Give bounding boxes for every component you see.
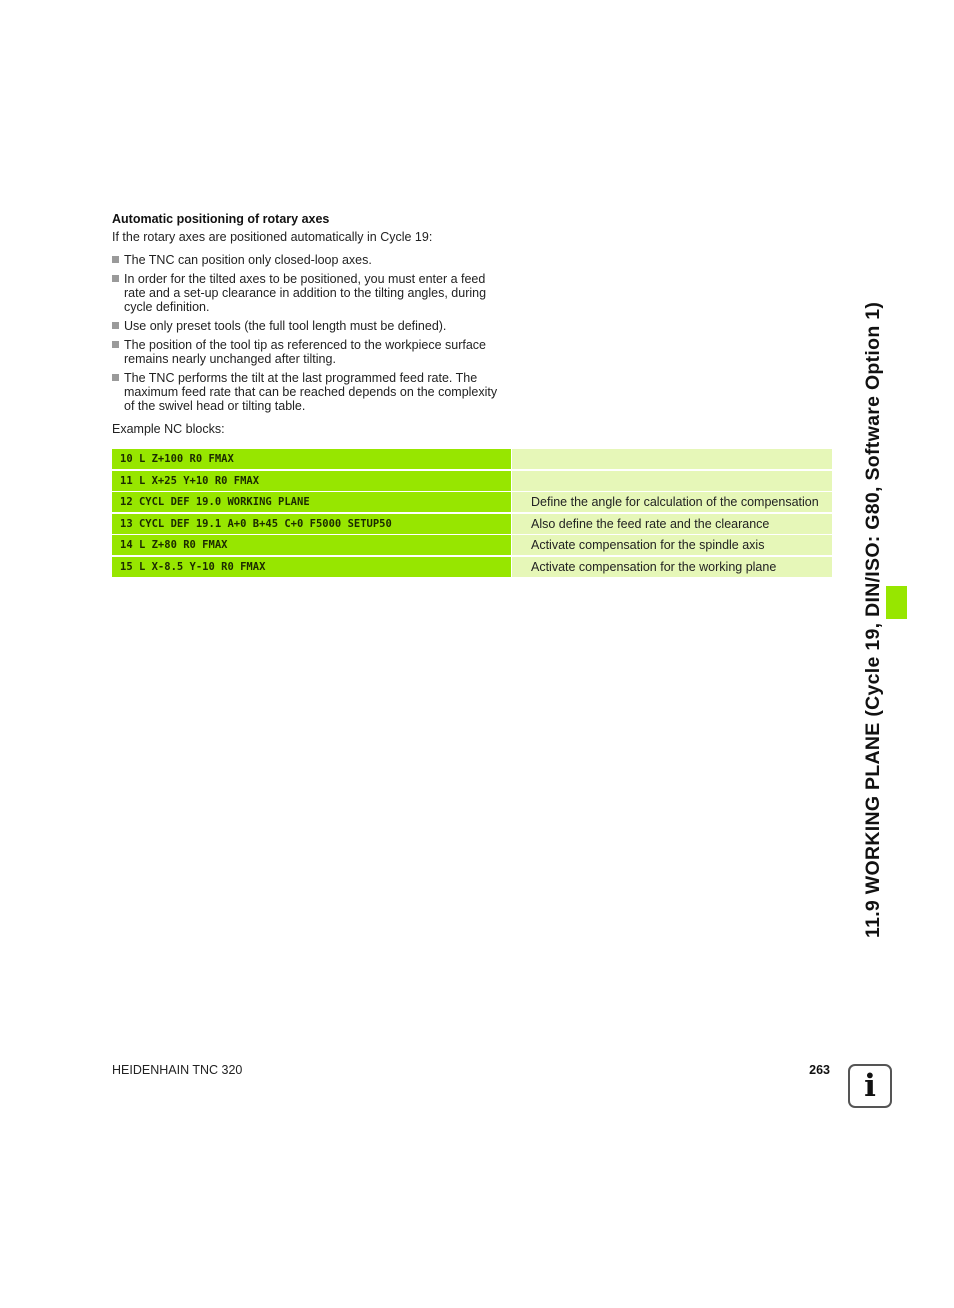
- bullet-square-icon: [112, 322, 119, 329]
- nc-code: 14 L Z+80 R0 FMAX: [112, 535, 511, 555]
- example-label: Example NC blocks:: [112, 422, 225, 436]
- nc-blocks-table: [112, 449, 832, 579]
- nc-description: Activate compensation for the working plane: [512, 557, 832, 577]
- nc-description: Define the angle for calculation of the compensation: [512, 492, 832, 512]
- nc-row: [112, 514, 832, 534]
- nc-description: [512, 449, 832, 469]
- nc-description: [512, 471, 832, 491]
- nc-row: [112, 449, 832, 469]
- nc-row: [112, 557, 832, 577]
- bullet-item: [112, 338, 512, 366]
- bullet-item: [112, 319, 512, 333]
- footer-manual-name: HEIDENHAIN TNC 320: [112, 1063, 243, 1077]
- bullet-line: The TNC performs the tilt at the last programmed feed rate. The: [124, 371, 478, 385]
- info-icon-glyph: i: [864, 1067, 876, 1104]
- chapter-side-title: 11.9 WORKING PLANE (Cycle 19, DIN/ISO: G80, Software Option 1): [862, 301, 884, 938]
- nc-description: Activate compensation for the spindle axis: [512, 535, 832, 555]
- nc-code: 13 CYCL DEF 19.1 A+0 B+45 C+0 F5000 SETUP50: [112, 514, 511, 534]
- bullet-square-icon: [112, 341, 119, 348]
- bullet-item: [112, 272, 512, 314]
- bullet-line: In order for the tilted axes to be positioned, you must enter a feed: [124, 272, 486, 286]
- nc-code: 10 L Z+100 R0 FMAX: [112, 449, 511, 469]
- bullet-line: The position of the tool tip as referenced to the workpiece surface: [124, 338, 487, 352]
- nc-row: [112, 471, 832, 491]
- nc-code: 12 CYCL DEF 19.0 WORKING PLANE: [112, 492, 511, 512]
- bullet-line: cycle definition.: [124, 300, 210, 314]
- nc-row: [112, 492, 832, 512]
- chapter-tab-marker: [886, 586, 907, 619]
- nc-code: 11 L X+25 Y+10 R0 FMAX: [112, 471, 511, 491]
- bullet-item: [112, 253, 512, 267]
- bullet-line: rate and a set-up clearance in addition to the tilting angles, during: [124, 286, 487, 300]
- info-icon: [848, 1064, 892, 1108]
- intro-text: If the rotary axes are positioned automatically in Cycle 19:: [112, 230, 433, 244]
- bullet-line: The TNC can position only closed-loop axes.: [124, 253, 372, 267]
- section-heading: Automatic positioning of rotary axes: [112, 212, 330, 226]
- bullet-square-icon: [112, 256, 119, 263]
- bullet-square-icon: [112, 275, 119, 282]
- nc-code: 15 L X-8.5 Y-10 R0 FMAX: [112, 557, 511, 577]
- nc-description: Also define the feed rate and the clearance: [512, 514, 832, 534]
- bullet-line: of the swivel head or tilting table.: [124, 399, 306, 413]
- bullet-line: maximum feed rate that can be reached depends on the complexity: [124, 385, 498, 399]
- nc-row: [112, 535, 832, 555]
- bullet-line: remains nearly unchanged after tilting.: [124, 352, 336, 366]
- bullet-item: [112, 371, 512, 413]
- bullet-square-icon: [112, 374, 119, 381]
- bullet-list: [112, 253, 512, 418]
- page-number: 263: [809, 1063, 830, 1077]
- bullet-line: Use only preset tools (the full tool length must be defined).: [124, 319, 447, 333]
